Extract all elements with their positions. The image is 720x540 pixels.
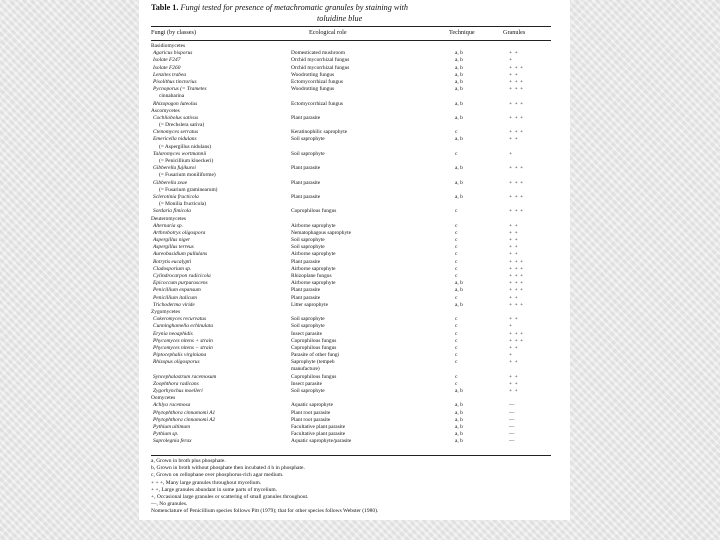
fungus-name-cell: Alternaria sp. bbox=[153, 222, 183, 229]
ecological-role-cell: Litter saprophyte bbox=[291, 301, 328, 308]
granules-cell: + + + bbox=[509, 64, 524, 71]
granules-cell: + + bbox=[509, 244, 519, 251]
fungus-name-cell: (= Fusarium graminearum) bbox=[159, 186, 218, 193]
technique-cell: a, b bbox=[455, 71, 463, 78]
ecological-role-cell: Soil saprophyte bbox=[291, 150, 325, 157]
technique-cell: a, b bbox=[455, 423, 463, 430]
bottom-rule bbox=[151, 455, 551, 456]
synonym-row bbox=[151, 158, 551, 165]
fungus-name-cell: Penicillium expansum bbox=[153, 287, 201, 294]
header-fungi: Fungi (by classes) bbox=[151, 29, 197, 36]
technique-cell: a, b bbox=[455, 78, 463, 85]
technique-cell: a, b bbox=[455, 165, 463, 172]
table-row bbox=[151, 410, 551, 417]
footnote: a, Grown in broth plus phosphate. bbox=[151, 458, 226, 464]
technique-cell: c bbox=[455, 330, 458, 337]
technique-cell: c bbox=[455, 337, 458, 344]
ecological-role-cell: Plant root parasite bbox=[291, 409, 331, 416]
fungus-name-cell: (= Fusarium moniliforme) bbox=[159, 172, 216, 179]
fungus-name-cell: Aspergillus niger bbox=[153, 237, 191, 244]
table-row bbox=[151, 338, 551, 345]
fungus-name-cell: Phytophthora cinnamomi A1 bbox=[153, 409, 216, 416]
table-row bbox=[151, 266, 551, 273]
technique-cell: c bbox=[455, 316, 458, 323]
technique-cell: a, b bbox=[455, 409, 463, 416]
ecological-role-cell: Saprophyte (tempeh bbox=[291, 359, 335, 366]
header-technique: Technique bbox=[449, 29, 475, 36]
table-row bbox=[151, 136, 551, 143]
fungus-name-cell: Isolate F260 bbox=[153, 64, 181, 71]
fungus-name-cell: cinnabarina bbox=[159, 93, 185, 100]
technique-cell: c bbox=[455, 251, 458, 258]
ecological-role-cell: Soil saprophyte bbox=[291, 136, 325, 143]
fungus-name-cell: (= Aspergillus nidulans) bbox=[159, 143, 212, 150]
granules-cell: + bbox=[509, 57, 513, 64]
granules-cell: + bbox=[509, 323, 513, 330]
table-footnotes bbox=[151, 458, 561, 516]
technique-cell: a, b bbox=[455, 301, 463, 308]
technique-cell: c bbox=[455, 380, 458, 387]
fungus-name-cell: (= Monilia fructicola) bbox=[159, 201, 207, 208]
technique-cell: c bbox=[455, 150, 458, 157]
table-row bbox=[151, 230, 551, 237]
granules-cell: + + + bbox=[509, 165, 524, 172]
fungus-name-cell: Arthrobotrys oligospora bbox=[153, 229, 206, 236]
granules-cell: + + + bbox=[509, 193, 524, 200]
ecological-role-cell: Soil saprophyte bbox=[291, 323, 325, 330]
fungus-name-cell: Aspergillus terreus bbox=[153, 244, 194, 251]
granules-cell: + + bbox=[509, 344, 519, 351]
table-row bbox=[151, 402, 551, 409]
synonym-row bbox=[151, 172, 551, 179]
fungus-name-cell: Emericella nidulans bbox=[153, 136, 197, 143]
technique-cell: c bbox=[455, 273, 458, 279]
fungus-name-cell: Erynia neoaphidis bbox=[153, 330, 193, 337]
technique-cell: a, b bbox=[455, 136, 463, 143]
fungus-name-cell: Cunninghamella echinulata bbox=[153, 323, 214, 330]
table-body bbox=[151, 43, 551, 446]
footnote: —, No granules. bbox=[151, 501, 188, 508]
granules-cell: — bbox=[509, 409, 515, 416]
technique-cell: a, b bbox=[455, 388, 463, 394]
technique-cell: a, b bbox=[455, 100, 463, 107]
synonym-row bbox=[151, 366, 551, 373]
granules-cell: + + bbox=[509, 50, 519, 57]
synonym-row bbox=[151, 144, 551, 151]
caption-line-1: Fungi tested for presence of metachromatic granules by staining with bbox=[180, 3, 408, 12]
technique-cell: c bbox=[455, 237, 458, 244]
header-role: Ecological role bbox=[309, 29, 347, 36]
fungus-name-cell: Sordaria fimicola bbox=[153, 208, 191, 215]
fungus-name-cell: Epicoccum purpurascens bbox=[153, 280, 208, 287]
technique-cell: a, b bbox=[455, 431, 463, 438]
fungus-name-cell: Cochliobolus sativus bbox=[153, 114, 199, 121]
fungus-name-cell: Cylindrocarpon radicicola bbox=[153, 273, 211, 279]
caption-line-2: toluidine blue bbox=[317, 14, 363, 23]
ecological-role-cell: Plant parasite bbox=[291, 294, 321, 301]
granules-cell: + + bbox=[509, 373, 519, 380]
fungus-name-cell: Pythium sp. bbox=[153, 431, 179, 438]
table-row bbox=[151, 280, 551, 287]
synonym-row bbox=[151, 122, 551, 129]
ecological-role-cell: Woodrotting fungus bbox=[291, 71, 335, 78]
granules-cell: + + + bbox=[509, 179, 524, 186]
ecological-role-cell: Insect parasite bbox=[291, 330, 322, 337]
technique-cell: a, b bbox=[455, 50, 463, 57]
granules-cell: + + + bbox=[509, 337, 524, 344]
fungus-name-cell: Deuteromycetes bbox=[151, 215, 187, 222]
ecological-role-cell: Facultative plant parasite bbox=[291, 431, 346, 438]
granules-cell: + + + bbox=[509, 258, 524, 265]
fungus-name-cell: Zoophthora radicans bbox=[153, 380, 199, 387]
table-row bbox=[151, 72, 551, 79]
table-row bbox=[151, 352, 551, 359]
fungus-name-cell: Pycnoporus (= Trametes bbox=[153, 86, 207, 93]
fungus-name-cell: Penicillium italicum bbox=[153, 294, 197, 301]
class-heading-row bbox=[151, 309, 551, 316]
technique-cell: a, b bbox=[455, 179, 463, 186]
granules-cell: — bbox=[509, 416, 515, 423]
granules-cell: + + + bbox=[509, 86, 524, 93]
ecological-role-cell: Insect parasite bbox=[291, 380, 322, 387]
ecological-role-cell: Plant parasite bbox=[291, 287, 321, 294]
ecological-role-cell: Plant parasite bbox=[291, 114, 321, 121]
granules-cell: + + bbox=[509, 359, 519, 366]
table-row bbox=[151, 259, 551, 266]
technique-cell: a, b bbox=[455, 86, 463, 93]
table-row bbox=[151, 251, 551, 258]
fungus-name-cell: (= Drechslera sativa) bbox=[159, 122, 205, 129]
table-label: Table 1. bbox=[151, 3, 179, 12]
granules-cell: + + bbox=[509, 71, 519, 78]
granules-cell: + + + bbox=[509, 301, 524, 308]
technique-cell: a, b bbox=[455, 287, 463, 294]
table-row bbox=[151, 388, 551, 395]
synonym-row bbox=[151, 201, 551, 208]
table-row bbox=[151, 129, 551, 136]
technique-cell: c bbox=[455, 373, 458, 380]
ecological-role-cell: Coprophilous fungus bbox=[291, 373, 337, 380]
fungus-name-cell: Achlya racemosa bbox=[153, 402, 191, 409]
granules-cell: + + + bbox=[509, 114, 524, 121]
ecological-role-cell: Woodrotting fungus bbox=[291, 86, 335, 93]
table-row bbox=[151, 208, 551, 215]
ecological-role-cell: Nematophagous saprophyte bbox=[291, 229, 352, 236]
footnote: c, Grown on cellophane over phosphorus-rich agar medium. bbox=[151, 472, 284, 479]
fungus-name-cell: Pisolithus tinctorius bbox=[153, 78, 197, 85]
header-granules: Granules bbox=[503, 29, 526, 36]
class-heading-row bbox=[151, 395, 551, 402]
granules-cell: + + bbox=[509, 229, 519, 236]
fungus-name-cell: Talaromyces wortmannii bbox=[153, 150, 207, 157]
technique-cell: a, b bbox=[455, 57, 463, 64]
class-heading-row bbox=[151, 108, 551, 115]
ecological-role-cell: Parasite of other fungi bbox=[291, 352, 340, 359]
ecological-role-cell: Airborne saprophyte bbox=[291, 265, 336, 272]
granules-cell: + + bbox=[509, 251, 519, 258]
technique-cell: c bbox=[455, 265, 458, 272]
technique-cell: a, b bbox=[455, 193, 463, 200]
granules-cell: + bbox=[509, 150, 513, 157]
table-row bbox=[151, 115, 551, 122]
technique-cell: c bbox=[455, 344, 458, 351]
technique-cell: a, b bbox=[455, 64, 463, 71]
table-row bbox=[151, 302, 551, 309]
technique-cell: a, b bbox=[455, 280, 463, 287]
fungus-name-cell: Oomycetes bbox=[151, 395, 176, 402]
fungus-name-cell: Saprolegnia ferax bbox=[153, 438, 192, 445]
ecological-role-cell: Coprophilous fungus bbox=[291, 337, 337, 344]
table-row bbox=[151, 424, 551, 431]
granules-cell: + + + bbox=[509, 287, 524, 294]
fungus-name-cell: Cokeromyces recurvatus bbox=[153, 316, 207, 323]
table-row bbox=[151, 374, 551, 381]
table-row bbox=[151, 331, 551, 338]
technique-cell: a, b bbox=[455, 114, 463, 121]
technique-cell: a, b bbox=[455, 402, 463, 409]
synonym-row bbox=[151, 93, 551, 100]
table-row bbox=[151, 438, 551, 445]
granules-cell: + + + bbox=[509, 78, 524, 85]
footnote: Nomenclature of Penicillium species follows Pitt (1979); that for other species follows Webster (1980). bbox=[151, 508, 379, 515]
granules-cell: + + + bbox=[509, 330, 524, 337]
ecological-role-cell: Orchid mycorrhizal fungus bbox=[291, 57, 350, 64]
technique-cell: c bbox=[455, 129, 458, 136]
technique-cell: a, b bbox=[455, 438, 463, 445]
table-row bbox=[151, 79, 551, 86]
ecological-role-cell: Facultative plant parasite bbox=[291, 423, 346, 430]
technique-cell: c bbox=[455, 258, 458, 265]
granules-cell: + + bbox=[509, 136, 519, 143]
ecological-role-cell: Plant parasite bbox=[291, 193, 321, 200]
ecological-role-cell: Ectomycorrhizal fungus bbox=[291, 100, 343, 107]
ecological-role-cell: Soil saprophyte bbox=[291, 388, 325, 394]
fungus-name-cell: Piptocephalis virginiana bbox=[153, 352, 207, 359]
granules-cell: + + bbox=[509, 316, 519, 323]
fungus-name-cell: Phytophthora cinnamomi A2 bbox=[153, 416, 216, 423]
ecological-role-cell: Aquatic saprophyte/parasite bbox=[291, 438, 352, 445]
ecological-role-cell: Plant parasite bbox=[291, 179, 321, 186]
ecological-role-cell: Ectomycorrhizal fungus bbox=[291, 78, 343, 85]
header-rule bbox=[151, 40, 551, 41]
fungus-name-cell: Phycomyces nitens + strain bbox=[153, 337, 213, 344]
fungus-name-cell: Ascomycetes bbox=[151, 107, 180, 114]
table-row bbox=[151, 57, 551, 64]
table-row bbox=[151, 359, 551, 366]
table-row bbox=[151, 86, 551, 93]
fungus-name-cell: Sclerotinia fructicola bbox=[153, 193, 199, 200]
ecological-role-cell: Airborne saprophyte bbox=[291, 251, 336, 258]
synonym-row bbox=[151, 187, 551, 194]
granules-cell: — bbox=[509, 423, 515, 430]
fungus-name-cell: Phycomyces nitens − strain bbox=[153, 344, 213, 351]
fungus-name-cell: Syncephalastrum racemosum bbox=[153, 373, 217, 380]
fungus-name-cell: Isolate F247 bbox=[153, 57, 181, 64]
table-row bbox=[151, 316, 551, 323]
table-row bbox=[151, 381, 551, 388]
granules-cell: — bbox=[509, 402, 515, 409]
ecological-role-cell: Plant parasite bbox=[291, 165, 321, 172]
technique-cell: c bbox=[455, 244, 458, 251]
fungus-name-cell: (= Penicillium kloeckeri) bbox=[159, 158, 214, 164]
granules-cell: + + + bbox=[509, 129, 524, 136]
granules-cell: + + bbox=[509, 380, 519, 387]
granules-cell: + bbox=[509, 352, 513, 359]
footnote: + + +, Many large granules throughout mycelium. bbox=[151, 479, 262, 486]
table-header bbox=[151, 29, 551, 40]
technique-cell: c bbox=[455, 294, 458, 301]
granules-cell: + + + bbox=[509, 280, 524, 287]
granules-cell: + + + bbox=[509, 273, 524, 279]
ecological-role-cell: Plant parasite bbox=[291, 258, 321, 265]
ecological-role-cell: Aquatic saprophyte bbox=[291, 402, 334, 409]
fungus-name-cell: Agaricus bisporus bbox=[153, 50, 193, 57]
ecological-role-cell: Keratinophilic saprophyte bbox=[291, 129, 348, 136]
fungus-name-cell: Pythium ultimum bbox=[153, 423, 190, 430]
fungus-name-cell: Trichoderma viride bbox=[153, 301, 195, 308]
fungus-name-cell: Ctenomyces serratus bbox=[153, 129, 199, 136]
fungus-name-cell: Zygomycetes bbox=[151, 308, 181, 315]
table-caption bbox=[151, 2, 561, 24]
footnote: b, Grown in broth without phosphate then incubated 4 h in phosphate. bbox=[151, 465, 305, 472]
granules-cell: — bbox=[509, 438, 515, 445]
table-row bbox=[151, 431, 551, 438]
table-row bbox=[151, 295, 551, 302]
granules-cell: + + + bbox=[509, 100, 524, 107]
technique-cell: c bbox=[455, 323, 458, 330]
fungus-name-cell: Zygorhynchus moelleri bbox=[153, 388, 203, 394]
table-row bbox=[151, 180, 551, 187]
table-row bbox=[151, 151, 551, 158]
fungus-name-cell: Botrytis eucalypti bbox=[153, 258, 192, 265]
class-heading-row bbox=[151, 216, 551, 223]
footnote: +, Occasional large granules or scattering of small granules throughout. bbox=[151, 494, 309, 501]
ecological-role-cell: Airborne saprophyte bbox=[291, 280, 336, 287]
ecological-role-cell: manufacture) bbox=[291, 366, 320, 373]
granules-cell: — bbox=[509, 431, 515, 438]
technique-cell: c bbox=[455, 222, 458, 229]
table-row bbox=[151, 287, 551, 294]
footnote: + +, Large granules abundant in some parts of mycelium. bbox=[151, 486, 278, 493]
granules-cell: + + bbox=[509, 237, 519, 244]
technique-cell: c bbox=[455, 229, 458, 236]
fungus-name-cell: Lenzites trabea bbox=[153, 71, 187, 78]
table-row bbox=[151, 345, 551, 352]
table-row bbox=[151, 237, 551, 244]
class-heading-row bbox=[151, 43, 551, 50]
table-row bbox=[151, 417, 551, 424]
table-row bbox=[151, 65, 551, 72]
table-row bbox=[151, 223, 551, 230]
technique-cell: a, b bbox=[455, 416, 463, 423]
ecological-role-cell: Plant root parasite bbox=[291, 416, 331, 423]
granules-cell: + + bbox=[509, 294, 519, 301]
ecological-role-cell: Coprophilous fungus bbox=[291, 344, 337, 351]
fungus-name-cell: Rhizopogon luteolus bbox=[153, 100, 198, 107]
technique-cell: c bbox=[455, 359, 458, 366]
fungus-name-cell: Rhizopus oligosporus bbox=[153, 359, 200, 366]
granules-cell: + + + bbox=[509, 265, 524, 272]
fungus-name-cell: Gibberella zeae bbox=[153, 179, 188, 186]
fungus-name-cell: Cladosporium sp. bbox=[153, 265, 192, 272]
ecological-role-cell: Airborne saprophyte bbox=[291, 222, 336, 229]
granules-cell: + + + bbox=[509, 208, 524, 215]
technique-cell: c bbox=[455, 208, 458, 215]
fungus-name-cell: Basidiomycetes bbox=[151, 43, 186, 49]
table-row bbox=[151, 50, 551, 57]
table-row bbox=[151, 101, 551, 108]
ecological-role-cell: Orchid mycorrhizal fungus bbox=[291, 64, 350, 71]
fungus-name-cell: Gibberella fujikuroi bbox=[153, 165, 196, 172]
document-page bbox=[139, 0, 570, 520]
ecological-role-cell: Soil saprophyte bbox=[291, 244, 325, 251]
table-row bbox=[151, 273, 551, 280]
granules-cell: + + bbox=[509, 222, 519, 229]
granules-cell: + + bbox=[509, 388, 519, 394]
ecological-role-cell: Soil saprophyte bbox=[291, 316, 325, 323]
table-row bbox=[151, 244, 551, 251]
ecological-role-cell: Rhizoplane fungus bbox=[291, 273, 332, 279]
fungus-name-cell: Aureobasidium pullulans bbox=[153, 251, 208, 258]
ecological-role-cell: Coprophilous fungus bbox=[291, 208, 337, 215]
table-row bbox=[151, 323, 551, 330]
technique-cell: c bbox=[455, 352, 458, 359]
ecological-role-cell: Domesticated mushroom bbox=[291, 50, 346, 57]
table-row bbox=[151, 194, 551, 201]
top-rule bbox=[151, 26, 551, 27]
ecological-role-cell: Soil saprophyte bbox=[291, 237, 325, 244]
